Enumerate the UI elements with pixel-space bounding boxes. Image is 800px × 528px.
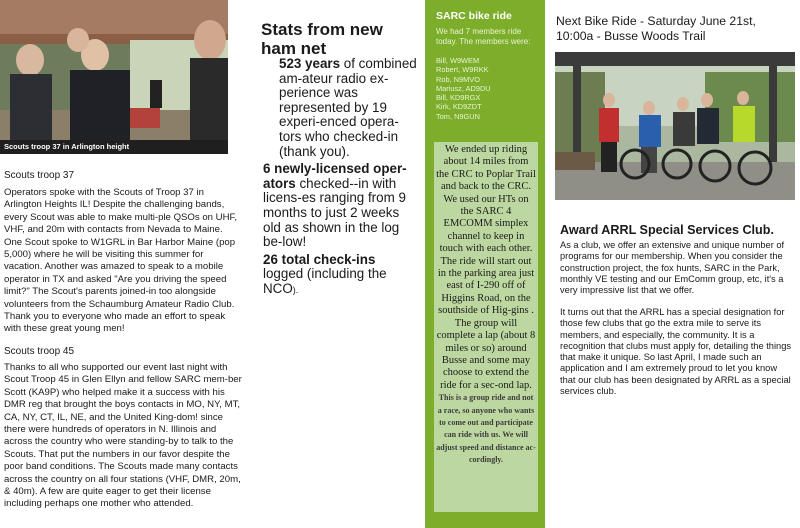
- troop45-paragraph: Thanks to all who supported our event last night with Scout Troop 45 in Glen Ellyn and fellow SARC mem-ber Scott (KA9P) who helped make it a success with his DMR reg that brought the boys contacts in MO, NY, MT, CA, NY, CT, IL, NE, and the United King-dom! since there were hundreds of operators in N. Illinois and across the country who were standing-by to talk to the Scouts. That put the numbers in our favor despite the poor band conditions. The Scouts made many contacts across the country on all four stations (VHF, DMR, 20m, & 40m). A few are quite eager to get their license including perhaps one mother who attended.: [4, 362, 242, 510]
- bike-group-photo: [555, 52, 795, 200]
- troop45-heading: [4, 346, 242, 358]
- troop37-paragraph: Operators spoke with the Scouts of Troop 37 in Arlington Heights IL! Despite the challenging bands, every Scout was able to make multi-ple QSOs on UHF, VHF, and 20m with contacts from Nevada to Maine. One Scout spoke to W1GRL in Bar Harbor Maine (pop 5,000) where he will be visiting this summer for vacation. Another was amazed to speak to a mobile operator in TX and asked "Are you driving the speed limit?" The Scout's parents joined-in too alongside volunteers from the Schaumburg Amateur Radio Club. Thank you to everyone who made an effort to speak with these great young men!: [4, 187, 238, 335]
- troop45-title: Scouts troop 45: [4, 346, 75, 357]
- member-name: Rob, N9MVO: [436, 74, 480, 84]
- stats-list: [263, 56, 419, 298]
- bike-ride-title: SARC bike ride: [436, 10, 512, 22]
- member-name: Tom, N9GUN: [436, 111, 480, 121]
- bike-ride-members: [436, 56, 541, 121]
- troop37-heading: [4, 170, 242, 182]
- troop37-title: Scouts troop 37: [4, 170, 75, 181]
- stat-item-newly-licensed: [263, 162, 419, 250]
- stat-checkins-text: logged (including the NCO: [263, 266, 387, 296]
- stat-item-checkins: [263, 253, 419, 298]
- stats-title: Stats from new ham net: [261, 20, 383, 58]
- bike-ride-description: [436, 144, 536, 467]
- member-name: Bill, KD9RGX: [436, 93, 481, 103]
- bike-group-photo-image: [555, 52, 795, 200]
- stat-years-value: 523 years: [279, 56, 341, 71]
- stat-checkins-label: total check-ins: [281, 251, 376, 267]
- bike-ride-note: This is a group ride and not a race, so anyone who wants to come out and participate can ride with us. We will adjust speed and distance ac-cordingly.: [436, 393, 536, 465]
- stat-new-value: 6: [263, 161, 275, 177]
- stat-item-years: [279, 57, 419, 159]
- scouts-photo: [0, 0, 228, 154]
- award-title: Award ARRL Special Services Club.: [560, 223, 774, 237]
- award-paragraph-2: It turns out that the ARRL has a special designation for those few clubs that go the extra mile to serve its members, and especially, the community. It is a recognition that clubs must apply for, detailing the things that make it unique. So last April, I made such an application and I am extremely proud to let you know that our club has been designated by ARRL as a special services club.: [560, 307, 792, 397]
- award-paragraph-1: As a club, we offer an extensive and unique number of programs for our membership. When you consider the construction project, the fox hunts, SARC in the Park, monthly VE testing and our EmComm group, etc, it's a very impressive list that we offer.: [560, 240, 785, 296]
- photo-caption: Scouts troop 37 in Arlington height: [0, 140, 228, 154]
- bike-ride-body: We ended up riding about 14 miles from the CRC to Poplar Trail and back to the CRC. We used our HTs on the SARC 4 EMCOMM simplex channel to keep in touch with each other. The ride will start out in the parking area just east of I-290 off of Higgins Road, on the southside of Hig-gins . The group will complete a lap (about 8 miles or so) around Busse and some may choose to extend the ride for a sec-ond lap.: [436, 144, 536, 391]
- member-name: Kirk, KD9ZDT: [436, 102, 482, 112]
- member-name: Mariusz, AD9DU: [436, 83, 491, 93]
- troop45-article: [4, 362, 242, 511]
- stat-new-text: checked--in with licens-es ranging from 9 months to just 2 weeks old as shown in the log be-low!: [263, 175, 406, 250]
- member-name: Bill, W9WEM: [436, 56, 480, 65]
- stat-checkins-value: 26: [263, 251, 282, 267]
- troop37-article: [4, 187, 242, 336]
- stat-years-text: of combined am-ateur radio ex-perience was represented by 19 experi-enced opera-tors who checked-in (thank you).: [279, 56, 417, 159]
- next-ride-heading: Next Bike Ride - Saturday June 21st, 10:00a - Busse Woods Trail: [556, 14, 756, 43]
- scouts-photo-image: [0, 0, 228, 154]
- stat-new-label: newly-licensed oper-ators: [263, 161, 407, 191]
- bike-ride-intro: We had 7 members ride today. The members were:: [436, 27, 531, 46]
- stat-checkins-end: ).: [292, 284, 299, 295]
- member-name: Robert, W9RKK: [436, 65, 489, 75]
